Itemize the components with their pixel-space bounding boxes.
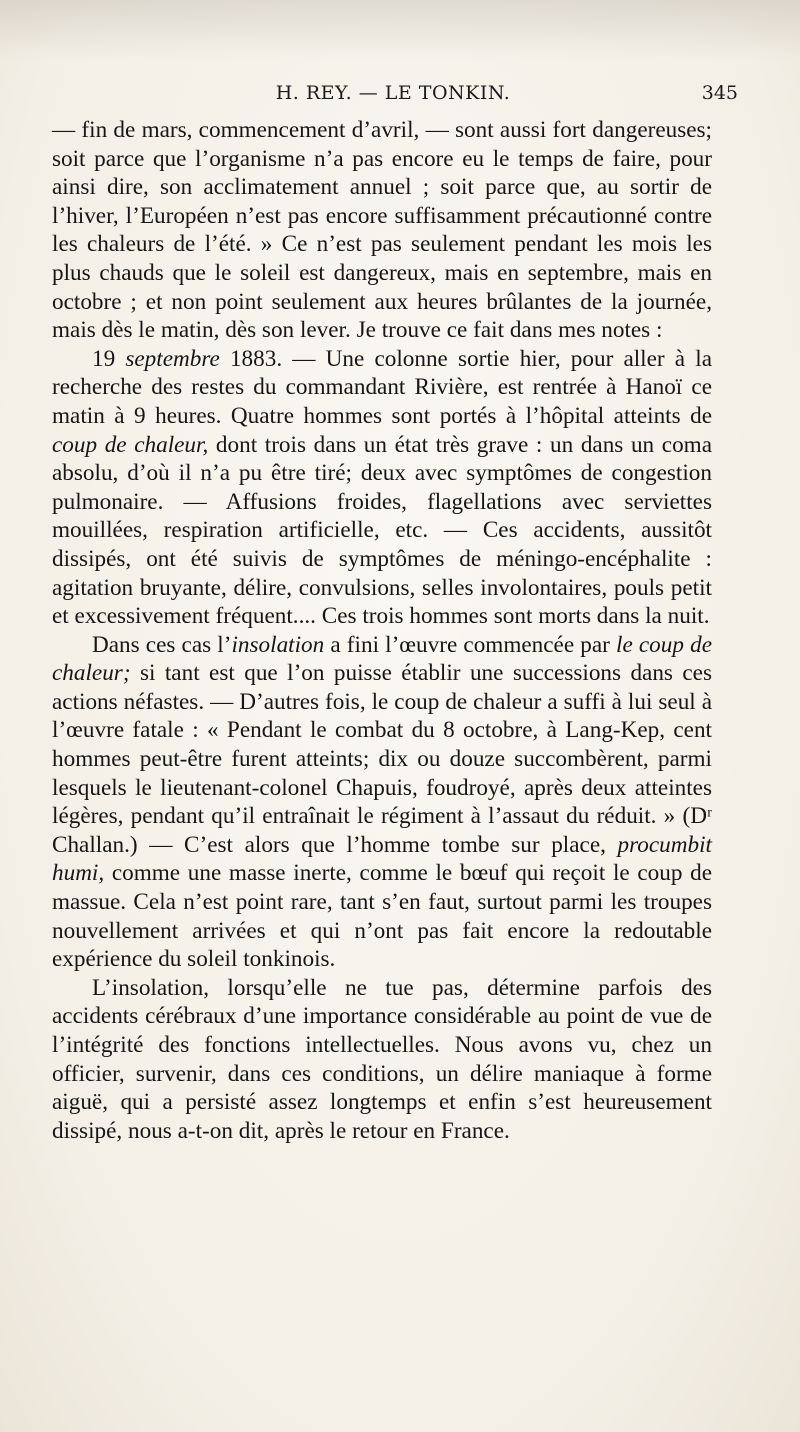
text-segment: si tant est que l’on puisse établir une successions dans ces actions néfastes. — D’autres fois, le coup de chaleur a suffi à lui seul à l’œuvre fatale : « Pendant le combat du 8 octobre, à Lang-Kep, cent hommes peut-être furent atteints; dix ou douze succombèrent, parmi lesquels le lieutenant-colonel Chapuis, foudroyé, après deux atteintes légères, pendant qu’il entraînait le régiment à l’assaut du réduit. » (Dʳ Challan.) — C’est alors que l’homme tombe sur place, — [52, 660, 712, 858]
page-number: 345 — [701, 82, 738, 104]
page-edge-shadow — [0, 0, 800, 60]
paragraph — [52, 116, 712, 345]
text-segment: — fin de mars, commencement d’avril, — sont aussi fort dangereuses; soit parce que l’organisme n’a pas encore eu le temps de faire, pour ainsi dire, son acclimatement annuel ; soit parce que, au sortir de l’hiver, l’Européen n’est pas encore suffisamment précautionné contre les chaleurs de l’été. » Ce n’est pas seulement pendant les mois les plus chauds que le soleil est dangereux, mais en septembre, mais en octobre ; et non point seulement aux heures brûlantes de la journée, mais dès le matin, dès son lever. Je trouve ce fait dans mes notes : — [52, 117, 712, 344]
italic-text: coup de chaleur, — [52, 431, 209, 458]
text-segment: L’insolation, lorsqu’elle ne tue pas, détermine parfois des accidents cérébraux d’une importance considérable au point de vue de l’intégrité des fonctions intellectuelles. Nous avons vu, chez un officier, survenir, dans ces conditions, un délire maniaque à forme aiguë, qui a persisté assez longtemps et enfin s’est heureusement dissipé, nous a-t-on dit, après le retour en France. — [52, 974, 712, 1144]
paragraph — [52, 345, 712, 631]
text-segment: Dans ces cas l’ — [92, 631, 232, 658]
italic-text: procumbit humi, — [52, 831, 712, 887]
body-text — [52, 116, 712, 1145]
italic-text: septembre — [125, 345, 220, 372]
text-segment: 1883. — Une colonne sortie hier, pour aller à la recherche des restes du commandant Rivière, est rentrée à Hanoï ce matin à 9 heures. Quatre hommes sont portés à l’hôpital atteints de — [52, 345, 713, 429]
italic-text: le coup de chaleur; — [52, 631, 712, 687]
text-segment: comme une masse inerte, comme le bœuf qui reçoit le coup de massue. Cela n’est point rare, tant s’en faut, surtout parmi les troupes nouvellement arrivées et qui n’ont pas fait encore la redoutable expérience du soleil tonkinois. — [52, 860, 712, 973]
text-segment: dont trois dans un état très grave : un dans un coma absolu, d’où il n’a pu être tiré; deux avec symptômes de congestion pulmonaire. — Affusions froides, flagellations avec serviettes mouillées, respiration artificielle, etc. — Ces accidents, aussitôt dissipés, ont été suivis de symptômes de méningo-encéphalite : agitation bruyante, délire, convulsions, selles involontaires, pouls petit et excessivement fréquent.... Ces trois hommes sont morts dans la nuit. — [52, 431, 712, 630]
paragraph — [52, 974, 712, 1146]
text-segment: a fini l’œuvre commencée par — [324, 631, 617, 658]
paragraph — [52, 631, 712, 974]
running-title: H. REY. — LE TONKIN. — [275, 82, 511, 104]
text-segment: 19 — [92, 345, 126, 372]
italic-text: insolation — [231, 631, 325, 658]
page-header — [48, 82, 738, 112]
